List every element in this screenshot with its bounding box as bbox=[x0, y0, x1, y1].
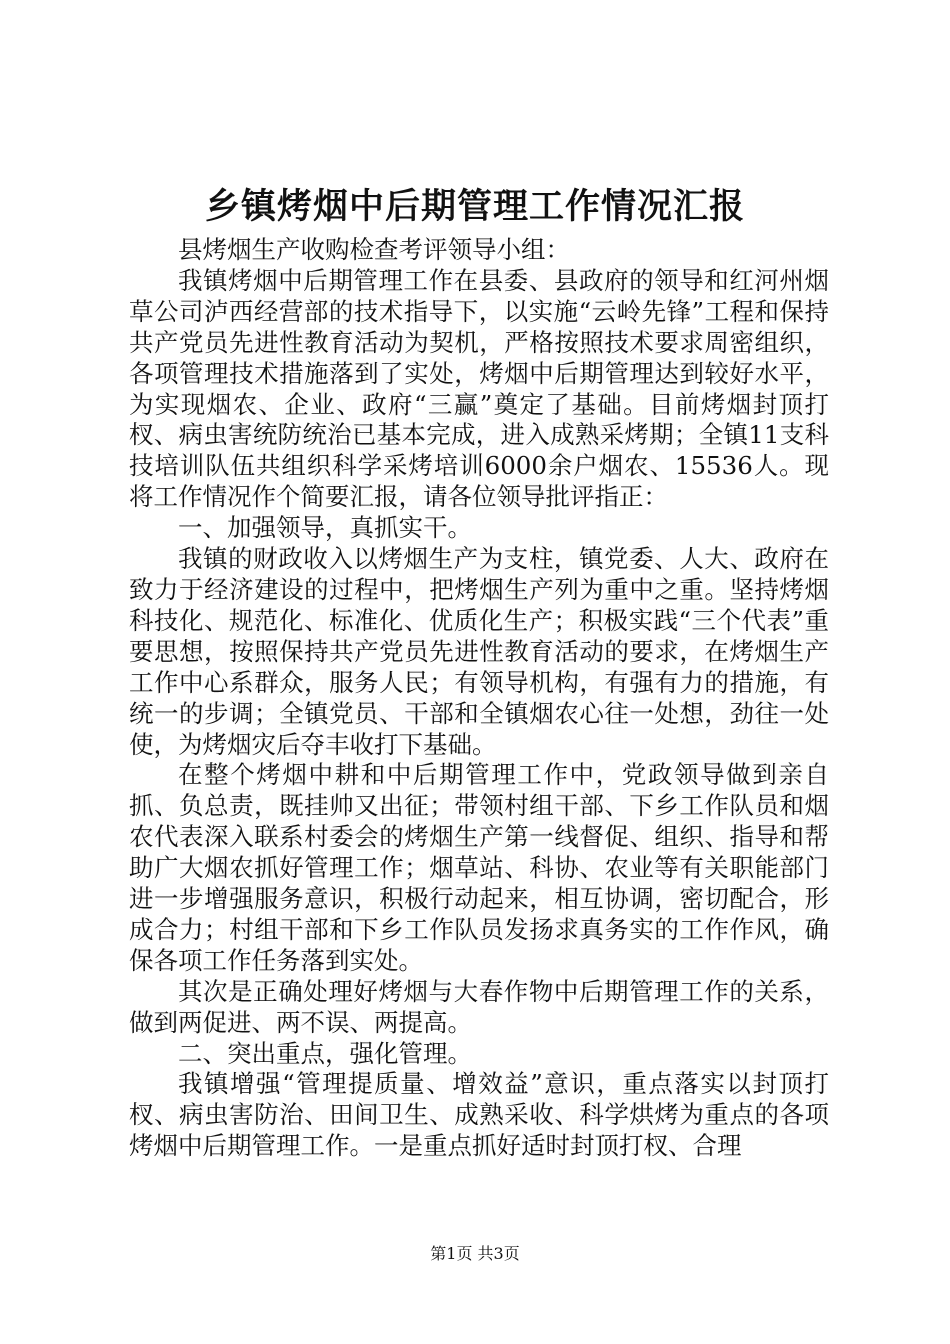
body-paragraph: 我镇增强“管理提质量、增效益”意识，重点落实以封顶打杈、病虫害防治、田间卫生、成熟采收、科学烘烤为重点的各项烤烟中后期管理工作。一是重点抓好适时封顶打杈、合理 bbox=[129, 1069, 829, 1161]
body-paragraph: 我镇的财政收入以烤烟生产为支柱，镇党委、人大、政府在致力于经济建设的过程中，把烤烟生产列为重中之重。坚持烤烟科技化、规范化、标准化、优质化生产；积极实践“三个代表”重要思想，按照保持共产党员先进性教育活动的要求，在烤烟生产工作中心系群众，服务人民；有领导机构，有强有力的措施，有统一的步调；全镇党员、干部和全镇烟农心往一处想，劲往一处使，为烤烟灾后夺丰收打下基础。 bbox=[129, 544, 829, 759]
section-heading-1: 一、加强领导，真抓实干。 bbox=[178, 513, 472, 543]
body-paragraph: 在整个烤烟中耕和中后期管理工作中，党政领导做到亲自抓、负总责，既挂帅又出征；带领村组干部、下乡工作队员和烟农代表深入联系村委会的烤烟生产第一线督促、组织、指导和帮助广大烟农抓好管理工作；烟草站、科协、农业等有关职能部门进一步增强服务意识，积极行动起来，相互协调，密切配合，形成合力；村组干部和下乡工作队员发扬求真务实的工作作风，确保各项工作任务落到实处。 bbox=[129, 760, 829, 975]
body-paragraph: 其次是正确处理好烤烟与大春作物中后期管理工作的关系，做到两促进、两不误、两提高。 bbox=[129, 976, 829, 1037]
document-body bbox=[129, 235, 829, 1162]
document-title: 乡镇烤烟中后期管理工作情况汇报 bbox=[204, 186, 745, 227]
section-heading-2: 二、突出重点，强化管理。 bbox=[178, 1038, 472, 1068]
salutation: 县烤烟生产收购检查考评领导小组： bbox=[178, 235, 570, 264]
intro-paragraph: 我镇烤烟中后期管理工作在县委、县政府的领导和红河州烟草公司泸西经营部的技术指导下，以实施“云岭先锋”工程和保持共产党员先进性教育活动为契机，严格按照技术要求周密组织，各项管理技术措施落到了实处，烤烟中后期管理达到较好水平，为实现烟农、企业、政府“三赢”奠定了基础。目前烤烟封顶打杈、病虫害统防统治已基本完成，进入成熟采烤期；全镇11支科技培训队伍共组织科学采烤培训6000余户烟农、15536人。现将工作情况作个简要汇报，请各位领导批评指正： bbox=[129, 265, 829, 512]
page-number-footer: 第1页 共3页 bbox=[430, 1244, 520, 1263]
